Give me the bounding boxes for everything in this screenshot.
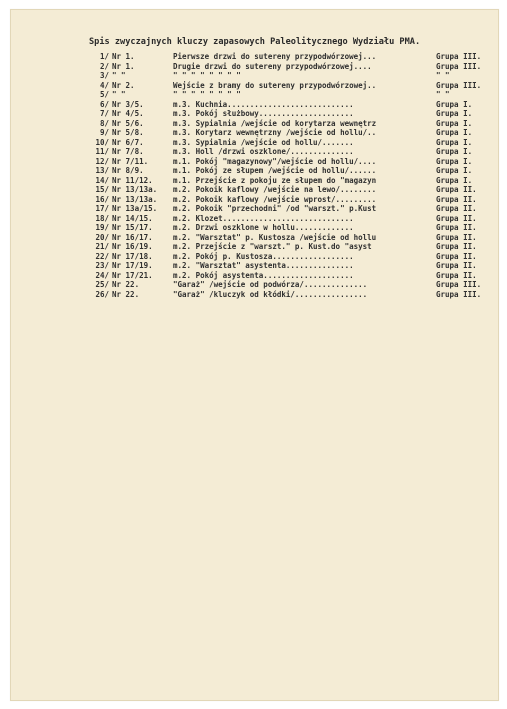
key-group: Grupa III. bbox=[436, 52, 482, 61]
key-number: Nr 22. bbox=[112, 280, 140, 289]
list-item bbox=[93, 185, 498, 195]
key-description: m.1. Przejście z pokoju ze słupem do "magazyn bbox=[173, 175, 377, 185]
key-description: m.2. Przejście z "warszt." p. Kust.do "asyst bbox=[173, 242, 372, 251]
key-number: Nr 13/13a. bbox=[112, 185, 158, 194]
key-group: Grupa II. bbox=[436, 213, 477, 223]
row-number: 9/ bbox=[99, 128, 109, 137]
list-item bbox=[93, 242, 498, 252]
key-description: m.1. Pokój "magazynowy"/wejście od hollu/.... bbox=[173, 156, 377, 166]
key-group: Grupa II. bbox=[436, 270, 477, 280]
key-number: " " bbox=[112, 90, 126, 99]
key-group: Grupa II. bbox=[436, 204, 477, 213]
row-number: 12/ bbox=[95, 156, 109, 166]
list-item bbox=[93, 195, 498, 205]
row-number: 8/ bbox=[99, 118, 109, 128]
key-description: m.3. Pokój służbowy..................... bbox=[173, 109, 354, 118]
row-number: 6/ bbox=[99, 99, 109, 109]
key-number: Nr 11/12. bbox=[112, 175, 153, 185]
list-item bbox=[93, 261, 498, 271]
key-group: Grupa II. bbox=[436, 194, 477, 204]
key-group: " " bbox=[436, 71, 450, 80]
key-group: Grupa III. bbox=[436, 289, 482, 299]
key-group: Grupa II. bbox=[436, 251, 477, 261]
row-number: 23/ bbox=[95, 261, 109, 270]
row-number: 11/ bbox=[95, 147, 109, 156]
key-group: Grupa I. bbox=[436, 166, 473, 175]
row-number: 14/ bbox=[95, 175, 109, 185]
key-description: Wejście z bramy do sutereny przypodwórzowej.. bbox=[173, 80, 377, 90]
key-group: Grupa II. bbox=[436, 232, 477, 242]
key-number: Nr 15/17. bbox=[112, 223, 153, 232]
list-item bbox=[93, 90, 498, 100]
list-item bbox=[93, 252, 498, 262]
key-description: m.3. Korytarz wewnętrzny /wejście od hollu/.. bbox=[173, 128, 377, 137]
row-number: 4/ bbox=[99, 80, 109, 90]
key-description: m.2. Pokój p. Kustosza.................. bbox=[173, 251, 354, 261]
key-number: Nr 22. bbox=[112, 289, 140, 299]
list-item bbox=[93, 119, 498, 129]
key-group: Grupa I. bbox=[436, 156, 473, 166]
row-number: 15/ bbox=[95, 185, 109, 194]
list-item bbox=[93, 128, 498, 138]
key-number: Nr 3/5. bbox=[112, 99, 144, 109]
key-group: Grupa I. bbox=[436, 137, 473, 147]
list-item bbox=[93, 71, 498, 81]
key-group: Grupa I. bbox=[436, 99, 473, 109]
key-group: Grupa II. bbox=[436, 223, 477, 232]
key-number: " " bbox=[112, 71, 126, 80]
key-number: Nr 14/15. bbox=[112, 213, 153, 223]
key-number: Nr 4/5. bbox=[112, 109, 144, 118]
key-group: Grupa II. bbox=[436, 261, 477, 270]
list-item bbox=[93, 109, 498, 119]
document-title: Spis zwyczajnych kluczy zapasowych Paleolitycznego Wydziału PMA. bbox=[89, 37, 421, 47]
key-description: m.3. Sypialnia /wejście od hollu/....... bbox=[173, 137, 354, 147]
key-description: " " " " " " " " bbox=[173, 90, 241, 99]
list-item bbox=[93, 223, 498, 233]
row-number: 1/ bbox=[99, 52, 109, 61]
key-description: m.1. Pokój ze słupem /wejście od hollu/...... bbox=[173, 166, 377, 175]
key-group: Grupa I. bbox=[436, 175, 473, 185]
key-group: Grupa III. bbox=[436, 61, 482, 71]
list-item bbox=[93, 147, 498, 157]
key-description: m.3. Holl /drzwi oszklone/.............. bbox=[173, 147, 354, 156]
list-item bbox=[93, 157, 498, 167]
key-description: Drugie drzwi do sutereny przypodwórzowej.... bbox=[173, 61, 372, 71]
row-number: 19/ bbox=[95, 223, 109, 232]
key-number: Nr 7/8. bbox=[112, 147, 144, 156]
key-description: m.2. Pokoik "przechodni" /od "warszt." p.Kust bbox=[173, 204, 377, 213]
key-list bbox=[93, 52, 498, 299]
document-page bbox=[10, 9, 499, 701]
row-number: 22/ bbox=[95, 251, 109, 261]
key-description: m.2. Pokoik kaflowy /wejście wprost/......... bbox=[173, 194, 377, 204]
key-group: Grupa III. bbox=[436, 280, 482, 289]
key-number: Nr 6/7. bbox=[112, 137, 144, 147]
key-number: Nr 13a/15. bbox=[112, 204, 158, 213]
list-item bbox=[93, 233, 498, 243]
row-number: 16/ bbox=[95, 194, 109, 204]
key-group: Grupa I. bbox=[436, 128, 473, 137]
key-group: " " bbox=[436, 90, 450, 99]
key-description: m.2. Drzwi oszklone w hollu............. bbox=[173, 223, 354, 232]
key-number: Nr 1. bbox=[112, 61, 135, 71]
key-number: Nr 5/8. bbox=[112, 128, 144, 137]
key-description: m.2. "Warsztat" asystenta............... bbox=[173, 261, 354, 270]
list-item bbox=[93, 100, 498, 110]
row-number: 13/ bbox=[95, 166, 109, 175]
key-description: " " " " " " " " bbox=[173, 71, 241, 80]
list-item bbox=[93, 52, 498, 62]
row-number: 24/ bbox=[95, 270, 109, 280]
row-number: 7/ bbox=[99, 109, 109, 118]
key-number: Nr 7/11. bbox=[112, 156, 149, 166]
list-item bbox=[93, 214, 498, 224]
key-number: Nr 17/19. bbox=[112, 261, 153, 270]
list-item bbox=[93, 176, 498, 186]
key-group: Grupa I. bbox=[436, 147, 473, 156]
list-item bbox=[93, 166, 498, 176]
key-description: Pierwsze drzwi do sutereny przypodwórzowej... bbox=[173, 52, 377, 61]
row-number: 21/ bbox=[95, 242, 109, 251]
row-number: 26/ bbox=[95, 289, 109, 299]
row-number: 25/ bbox=[95, 280, 109, 289]
list-item bbox=[93, 138, 498, 148]
list-item bbox=[93, 62, 498, 72]
key-number: Nr 13/13a. bbox=[112, 194, 158, 204]
key-number: Nr 1. bbox=[112, 52, 135, 61]
key-group: Grupa II. bbox=[436, 242, 477, 251]
list-item bbox=[93, 81, 498, 91]
key-number: Nr 17/21. bbox=[112, 270, 153, 280]
key-description: m.2. Pokój asystenta.................... bbox=[173, 270, 354, 280]
key-group: Grupa I. bbox=[436, 118, 473, 128]
key-number: Nr 5/6. bbox=[112, 118, 144, 128]
key-group: Grupa I. bbox=[436, 109, 473, 118]
key-number: Nr 16/19. bbox=[112, 242, 153, 251]
key-number: Nr 8/9. bbox=[112, 166, 144, 175]
list-item bbox=[93, 204, 498, 214]
row-number: 20/ bbox=[95, 232, 109, 242]
key-number: Nr 17/18. bbox=[112, 251, 153, 261]
row-number: 5/ bbox=[99, 90, 109, 99]
key-group: Grupa II. bbox=[436, 185, 477, 194]
key-description: m.3. Sypialnia /wejście od korytarza wewnętrz bbox=[173, 118, 377, 128]
key-number: Nr 16/17. bbox=[112, 232, 153, 242]
row-number: 17/ bbox=[95, 204, 109, 213]
key-description: "Garaż" /kluczyk od kłódki/................ bbox=[173, 289, 368, 299]
row-number: 10/ bbox=[95, 137, 109, 147]
key-description: m.2. Pokoik kaflowy /wejście na lewo/........ bbox=[173, 185, 377, 194]
list-item bbox=[93, 280, 498, 290]
key-description: m.3. Kuchnia............................ bbox=[173, 99, 354, 109]
key-description: "Garaż" /wejście od podwórza/.............. bbox=[173, 280, 368, 289]
key-description: m.2. Klozet............................. bbox=[173, 213, 354, 223]
list-item bbox=[93, 290, 498, 300]
list-item bbox=[93, 271, 498, 281]
row-number: 2/ bbox=[99, 61, 109, 71]
key-description: m.2. "Warsztat" p. Kustosza /wejście od hollu bbox=[173, 232, 377, 242]
key-number: Nr 2. bbox=[112, 80, 135, 90]
row-number: 18/ bbox=[95, 213, 109, 223]
key-group: Grupa III. bbox=[436, 80, 482, 90]
row-number: 3/ bbox=[99, 71, 109, 80]
